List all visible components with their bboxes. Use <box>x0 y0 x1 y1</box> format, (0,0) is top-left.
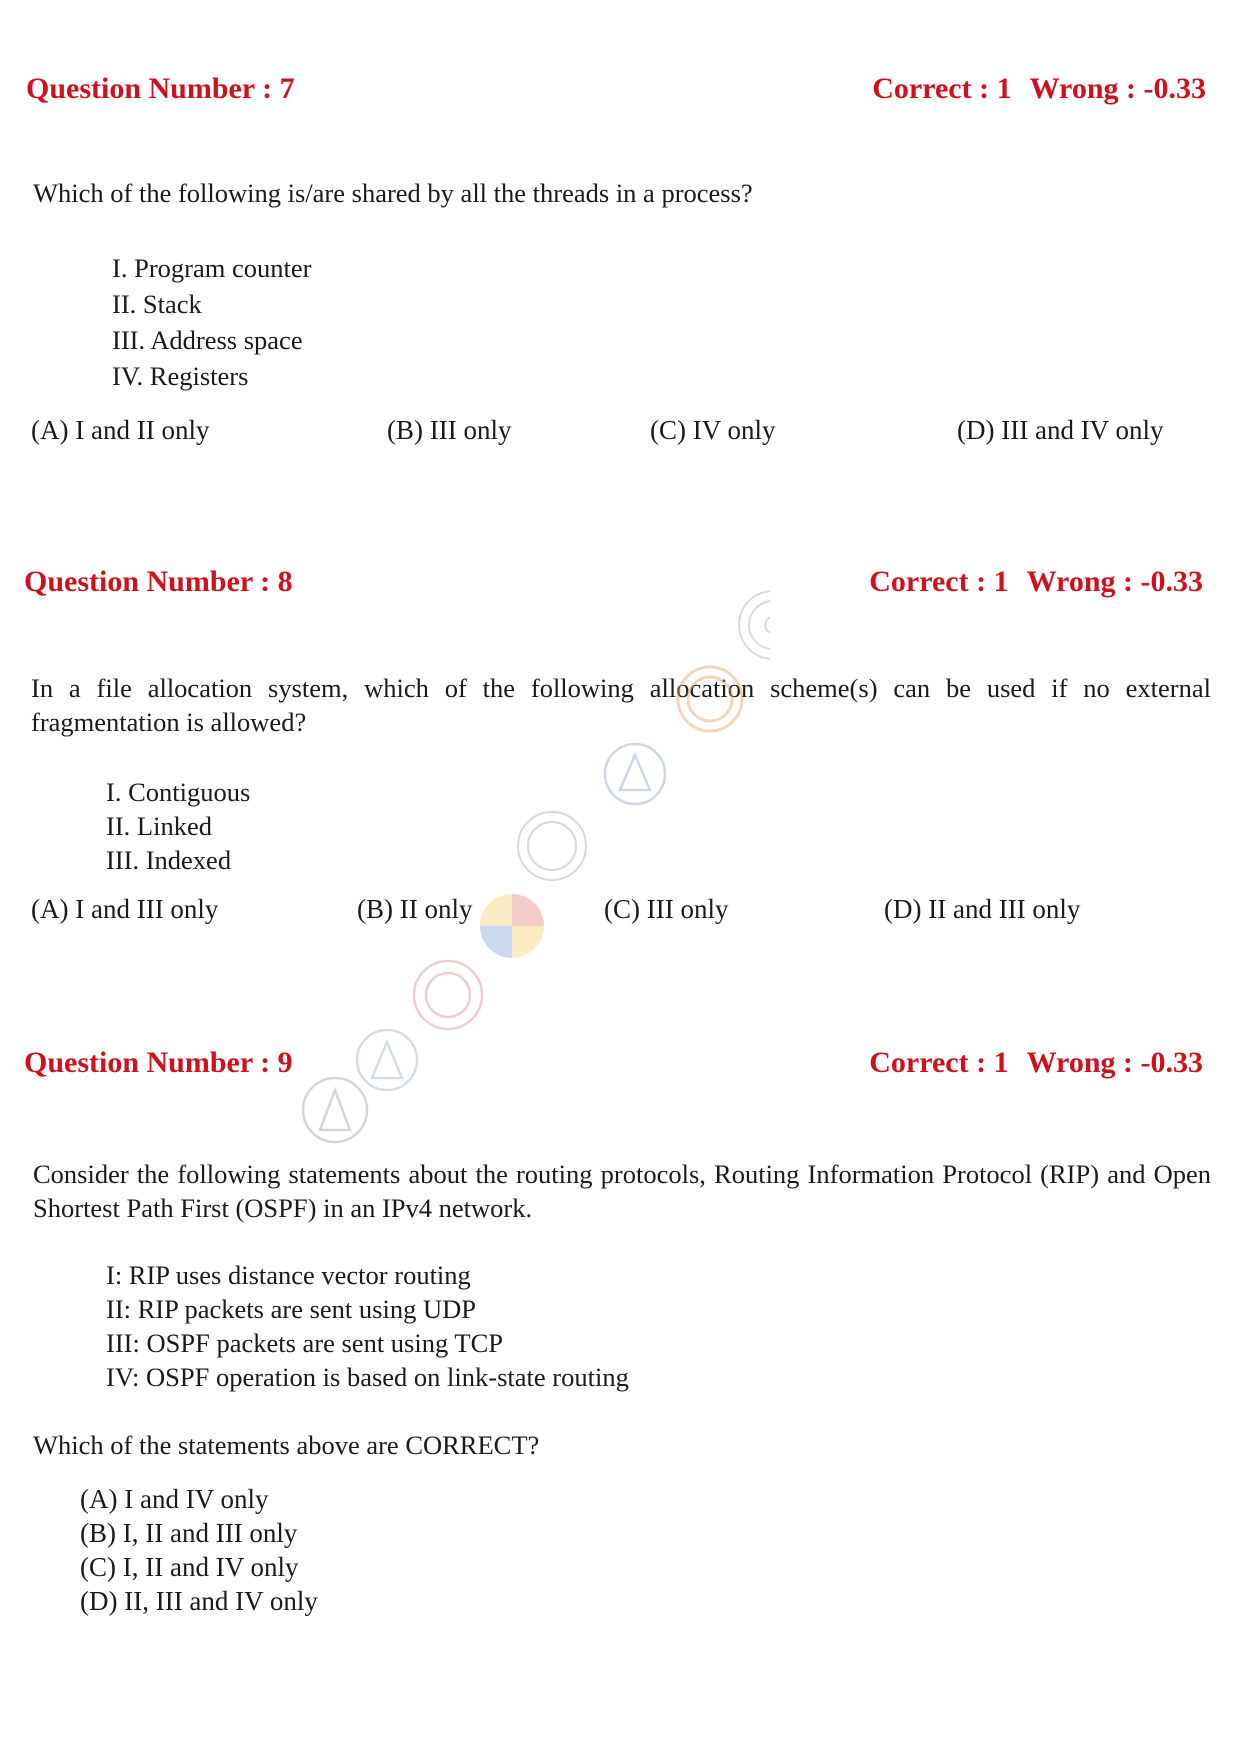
statement-list <box>112 250 311 394</box>
option-d: (D) II, III and IV only <box>80 1586 318 1616</box>
question-header-7 <box>26 72 1206 112</box>
statement: IV: OSPF operation is based on link-state routing <box>106 1362 629 1392</box>
option-c: (C) IV only <box>650 415 776 445</box>
marking-scheme <box>872 72 1206 106</box>
option-a: (A) I and II only <box>31 415 210 445</box>
statement: II. Stack <box>112 289 202 319</box>
option-c: (C) I, II and IV only <box>80 1552 299 1582</box>
statement: I. Contiguous <box>106 777 251 807</box>
statement: II. Linked <box>106 811 212 841</box>
seal-gray-3 <box>303 1078 367 1142</box>
statement: II: RIP packets are sent using UDP <box>106 1294 476 1324</box>
option-d: (D) III and IV only <box>957 415 1164 445</box>
question-number: Question Number : 8 <box>24 565 293 598</box>
institute-seals-watermark <box>290 590 770 1150</box>
seal-multicolor <box>480 894 544 958</box>
marking-scheme <box>869 1046 1203 1080</box>
statement: III: OSPF packets are sent using TCP <box>106 1328 503 1358</box>
marking-scheme <box>869 565 1203 599</box>
seal-blue-2 <box>357 1030 417 1090</box>
statement: I: RIP uses distance vector routing <box>106 1260 471 1290</box>
statement: I. Program counter <box>112 253 312 283</box>
question-stem: Consider the following statements about the routing protocols, Routing Information Protocol (RIP) and Open Shortest Path First (OSPF) in an IPv4 network. <box>33 1159 1211 1223</box>
statement: III. Address space <box>112 325 303 355</box>
question-number: Question Number : 7 <box>26 72 295 105</box>
option-c: (C) III only <box>604 894 729 924</box>
seal-red <box>414 961 482 1029</box>
option-b: (B) II only <box>357 894 473 924</box>
option-a: (A) I and IV only <box>80 1484 269 1514</box>
sub-question: Which of the statements above are CORRECT? <box>33 1430 540 1460</box>
statement: III. Indexed <box>106 845 232 875</box>
correct-marks: Correct : 1 <box>869 565 1009 598</box>
statement-list <box>106 775 250 877</box>
question-number: Question Number : 9 <box>24 1046 293 1079</box>
statement-list <box>106 1258 629 1394</box>
wrong-marks: Wrong : -0.33 <box>1026 1046 1203 1079</box>
option-d: (D) II and III only <box>884 894 1081 924</box>
statement: IV. Registers <box>112 361 249 391</box>
seal-gray-2 <box>518 812 586 880</box>
option-a: (A) I and III only <box>31 894 219 924</box>
correct-marks: Correct : 1 <box>872 72 1012 105</box>
seal-orange <box>678 667 742 731</box>
seal-blue-gear <box>605 744 665 804</box>
question-stem: In a file allocation system, which of the following allocation scheme(s) can be used if no external fragmentation is allowed? <box>31 673 1211 737</box>
option-b: (B) III only <box>387 415 512 445</box>
wrong-marks: Wrong : -0.33 <box>1026 565 1203 598</box>
seal-gray-1 <box>739 591 770 659</box>
correct-marks: Correct : 1 <box>869 1046 1009 1079</box>
option-b: (B) I, II and III only <box>80 1518 298 1548</box>
wrong-marks: Wrong : -0.33 <box>1029 72 1206 105</box>
option-list <box>80 1482 318 1618</box>
question-stem: Which of the following is/are shared by all the threads in a process? <box>33 178 753 208</box>
